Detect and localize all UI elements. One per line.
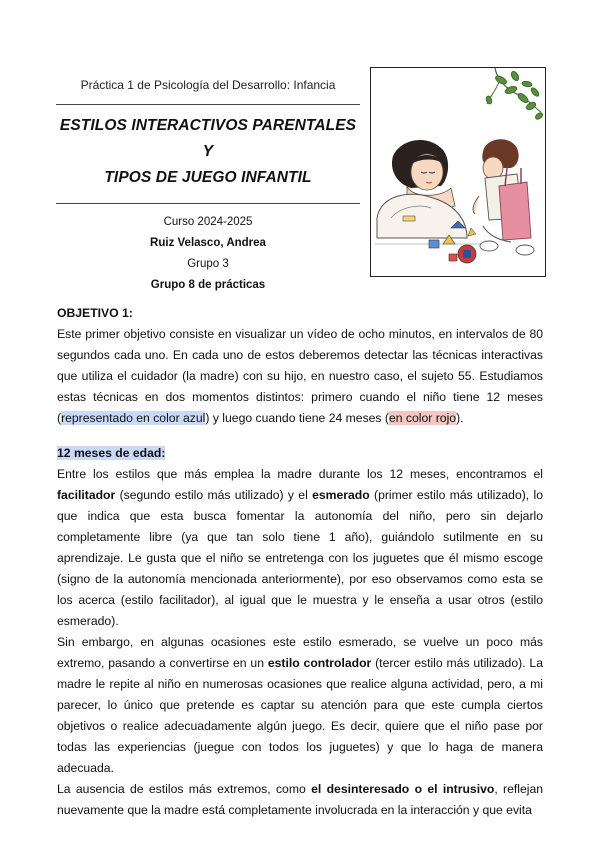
facilitador-term: facilitador [57,488,116,502]
paragraph-text: (segundo estilo más utilizado) y el [115,488,313,502]
objective-text-part: ) y luego cuando tiene 24 meses ( [205,411,389,425]
objective-text-part: ). [456,411,464,425]
title-line-2: TIPOS DE JUEGO INFANTIL [104,169,312,186]
group-label: Grupo 3 [187,258,229,270]
document-title [56,113,360,191]
bottom-divider [56,203,360,204]
plant-icon [485,68,543,120]
objective-text-part: Este primer objetivo consiste en visualizar un vídeo de ocho minutos, en intervalos de 80 segundos cada uno. En cada uno de estos deberemos detectar las técnicas interactivas que utiliza el cuidador (la madre) con su hijo, en nuestro caso, el sujeto 55. Estudiamos estas técnicas en dos momentos distintos: primero cuando el niño tiene 12 meses ( [57,327,543,425]
child-figure [473,139,534,255]
top-divider [56,104,360,105]
section-12-heading-line [57,443,543,464]
paragraph-text: (tercer estilo más utilizado). La madre le repite al niño en numerosas ocasiones que realice alguna actividad, pero, a mi parecer, lo único que pretende es captar su atención para que este cumpla ciertos objetivos o realice adecuadamente algún juego. Es decir, quiere que el niño pase por todas las experiencias (juegue con todos los juguetes) y que lo haga de manera adecuada. [57,656,543,775]
mother-figure [375,140,481,244]
document-meta [56,212,360,296]
objective-heading: OBJETIVO 1: [57,306,133,320]
spacer [57,429,543,443]
paragraph-text: Sin embargo, en algunas ocasiones este estilo esmerado, se vuelve un poco más extremo, pasando a convertirse en un [57,635,543,670]
subject-line: Práctica 1 de Psicología del Desarrollo: Infancia [80,78,336,92]
paragraph-text: La ausencia de estilos más extremos, como [57,782,312,796]
practice-group-label: Grupo 8 de prácticas [150,279,266,291]
controlador-term: estilo controlador [267,656,372,670]
objective-paragraph [57,324,543,429]
section-12-paragraph-1 [57,464,543,632]
paragraph-text: , reflejan nuevamente que la madre está completamente involucrada en la interacción y que evita [57,782,544,817]
esmerado-term: esmerado [312,488,370,502]
red-highlight-text: en color rojo [388,411,457,425]
paragraph-text: (primer estilo más utilizado), lo que indica que esta busca fomentar la autonomía del niño, pero sin dejarlo completamente libre (ya que tan solo tiene 1 año), guiándolo sutilmente en su aprendizaje. Le gusta que el niño se entretenga con los juguetes que él mismo escoge (signo de la autonomía mencionada anteriormente), por eso observamos como esta se los acerca (estilo facilitador), al igual que le muestra y le enseña a usar otros (estilo esmerado). [57,488,543,628]
desinteresado-intrusivo-term: el desinteresado o el intrusivo [311,782,495,796]
blue-highlight-text: representado en color azul [61,411,206,425]
section-12-paragraph-2 [57,632,543,779]
section-12-paragraph-3 [57,779,543,821]
course-label: Curso 2024-2025 [163,216,253,228]
mother-child-illustration [370,67,546,277]
section-12-heading: 12 meses de edad: [57,446,166,460]
author-name: Ruiz Velasco, Andrea [150,237,266,249]
document-body [57,303,543,821]
document-header [56,70,360,296]
paragraph-text: Entre los estilos que más emplea la madre durante los 12 meses, encontramos el [57,467,543,481]
title-line-1: ESTILOS INTERACTIVOS PARENTALES Y [59,117,357,160]
illustration-drawing [371,68,545,276]
